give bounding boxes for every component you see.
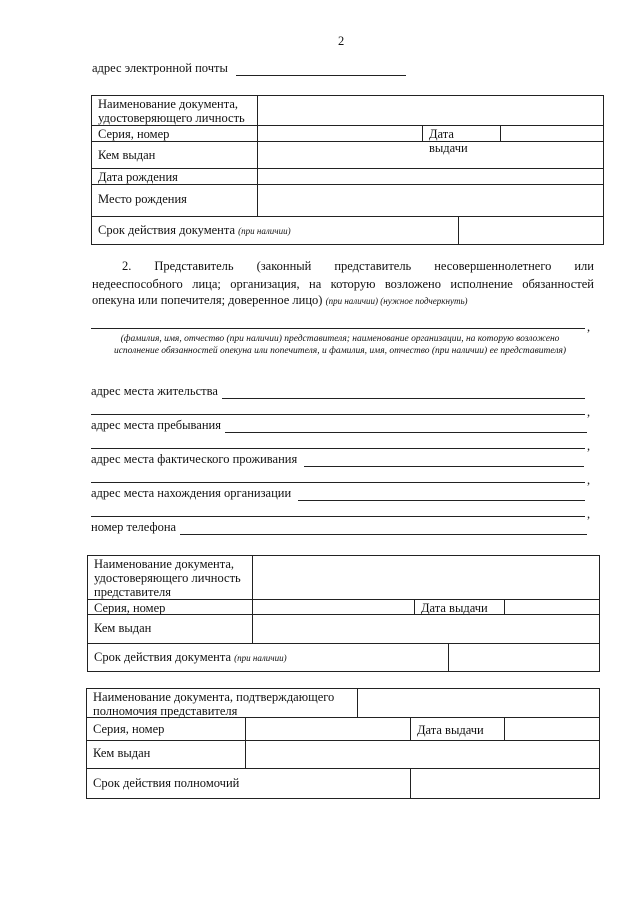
doc-name-field[interactable] bbox=[257, 95, 604, 126]
authority-validity-field[interactable] bbox=[410, 768, 600, 799]
authority-issued-by-label: Кем выдан bbox=[86, 740, 246, 769]
actual-address-field-2[interactable] bbox=[91, 482, 585, 483]
stay-field-2[interactable] bbox=[91, 448, 585, 449]
validity-note: (при наличии) bbox=[238, 226, 291, 236]
comma: , bbox=[587, 405, 591, 419]
word: представитель bbox=[334, 259, 412, 273]
rep-doc-name-label: Наименование документа, удостоверяющего личность представителя bbox=[87, 555, 253, 600]
org-address-label: адрес места нахождения организации bbox=[91, 486, 292, 500]
residence-field[interactable] bbox=[222, 398, 585, 399]
authority-series-field[interactable] bbox=[245, 717, 411, 741]
birth-date-field[interactable] bbox=[257, 168, 604, 185]
doc-name-label: Наименование документа, удостоверяющего личность bbox=[91, 95, 258, 126]
stay-label: адрес места пребывания bbox=[91, 418, 221, 432]
birth-place-field[interactable] bbox=[257, 184, 604, 217]
word: Представитель bbox=[154, 259, 234, 273]
authority-date-issued-field[interactable] bbox=[504, 717, 600, 741]
issued-by-label: Кем выдан bbox=[91, 141, 258, 169]
word: несовершеннолетнего bbox=[434, 259, 552, 273]
email-field[interactable] bbox=[236, 75, 406, 76]
validity-label: Срок действия документа bbox=[98, 223, 236, 237]
residence-label: адрес места жительства bbox=[91, 384, 218, 398]
org-address-field-2[interactable] bbox=[91, 516, 585, 517]
residence-field-2[interactable] bbox=[91, 414, 585, 415]
phone-field[interactable] bbox=[180, 534, 587, 535]
birth-place-label: Место рождения bbox=[91, 184, 258, 217]
rep-issued-by-field[interactable] bbox=[252, 614, 600, 644]
section2-line3 bbox=[92, 293, 468, 308]
birth-date-label: Дата рождения bbox=[91, 168, 258, 185]
section2-line1 bbox=[92, 259, 594, 274]
page-number: 2 bbox=[338, 34, 345, 48]
comma: , bbox=[587, 473, 591, 487]
section2-note: (при наличии) (нужное подчеркнуть) bbox=[325, 296, 468, 306]
rep-date-issued-field[interactable] bbox=[504, 599, 600, 615]
authority-issued-by-field[interactable] bbox=[245, 740, 600, 769]
rep-validity-field[interactable] bbox=[448, 643, 600, 672]
actual-address-field[interactable] bbox=[304, 466, 584, 467]
rep-validity-label-cell bbox=[87, 643, 449, 672]
email-label: адрес электронной почты bbox=[92, 61, 228, 75]
representative-caption: (фамилия, имя, отчество (при наличии) представителя; наименование организации, на которую возложено исполнение обязанностей опекуна или попечителя, и фамилия, имя, отчество (при наличии) ее представителя) bbox=[113, 334, 567, 356]
comma: , bbox=[587, 320, 591, 334]
word: (законный bbox=[256, 259, 312, 273]
section-number: 2. bbox=[122, 259, 132, 273]
series-label: Серия, номер bbox=[91, 125, 258, 142]
rep-series-field[interactable] bbox=[252, 599, 415, 615]
stay-field[interactable] bbox=[225, 432, 587, 433]
validity-label-cell bbox=[91, 216, 459, 245]
authority-date-issued-label: Дата выдачи bbox=[410, 717, 505, 741]
date-issued-label: Дата выдачи bbox=[422, 125, 501, 142]
org-address-field[interactable] bbox=[298, 500, 585, 501]
authority-validity-label: Срок действия полномочий bbox=[86, 768, 411, 799]
comma: , bbox=[587, 439, 591, 453]
authority-doc-name-field[interactable] bbox=[357, 688, 600, 718]
actual-address-label: адрес места фактического проживания bbox=[91, 452, 298, 466]
series-field[interactable] bbox=[257, 125, 423, 142]
issued-by-field[interactable] bbox=[257, 141, 604, 169]
authority-series-label: Серия, номер bbox=[86, 717, 246, 741]
validity-field[interactable] bbox=[458, 216, 604, 245]
rep-validity-note: (при наличии) bbox=[234, 653, 287, 663]
word: или bbox=[574, 259, 594, 273]
phone-label: номер телефона bbox=[91, 520, 177, 534]
rep-validity-label: Срок действия документа bbox=[94, 650, 232, 664]
rep-date-issued-label: Дата выдачи bbox=[414, 599, 505, 615]
comma: , bbox=[587, 507, 591, 521]
authority-doc-name-label: Наименование документа, подтверждающего полномочия представителя bbox=[86, 688, 358, 718]
rep-issued-by-label: Кем выдан bbox=[87, 614, 253, 644]
section2-line2: недееспособного лица; организация, на которую возложено исполнение обязанностей bbox=[92, 277, 594, 291]
representative-name-field[interactable] bbox=[91, 328, 585, 329]
rep-doc-name-field[interactable] bbox=[252, 555, 600, 600]
rep-series-label: Серия, номер bbox=[87, 599, 253, 615]
date-issued-field[interactable] bbox=[500, 125, 604, 142]
section2-text: опекуна или попечителя; доверенное лицо) bbox=[92, 293, 323, 307]
